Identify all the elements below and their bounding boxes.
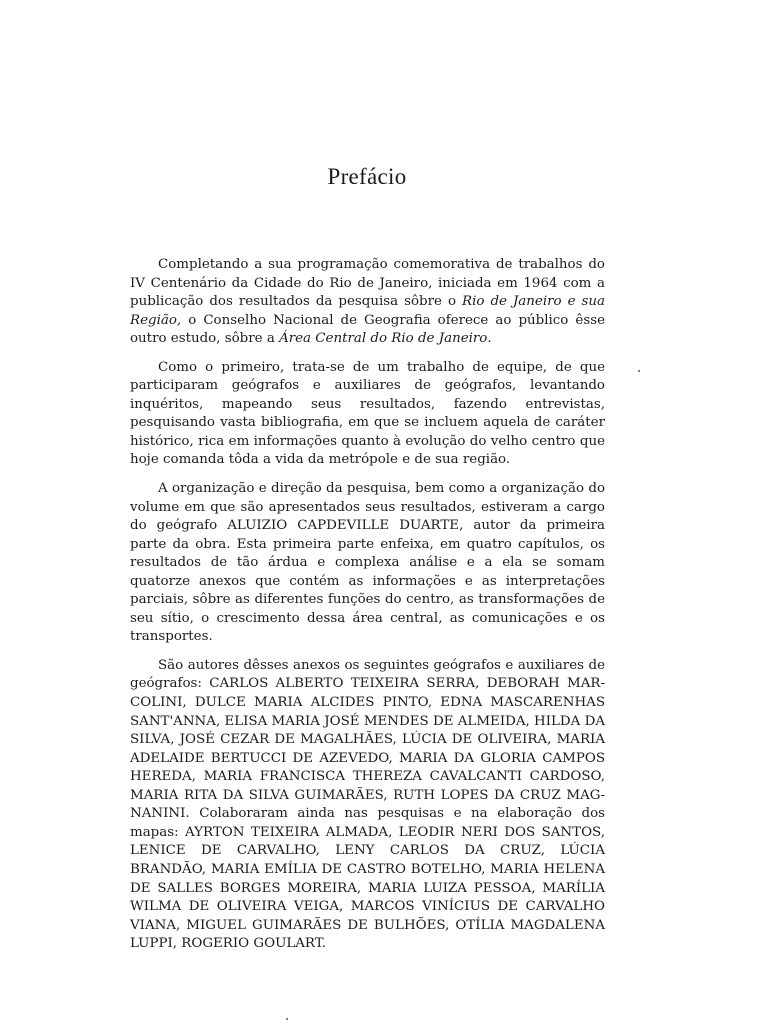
paragraph-text: o Conselho Nacional de Geografia oferece ao público êsse outro estudo, sôbre a <box>130 312 605 347</box>
paragraph-text: Completando a sua programação comemorativa de trabalhos do IV Centenário da Cidade do Rio de Janeiro, iniciada em 1964 com a publicação dos resultados da pesquisa sôbre o <box>130 257 605 310</box>
paragraph-text: . <box>487 331 492 347</box>
italic-text: Área Central do Rio de Janeiro <box>279 331 488 347</box>
italic-text: Rio de Janeiro e sua Região, <box>130 294 605 328</box>
paragraph-text: Como o primeiro, trata-se de um trabalho de equipe, de que participaram geógrafos e auxiliares de geógrafos, levantando inquéritos, mapeando seus resultados, fazendo entrevistas, pesquisando vasta bibliografia, em que se incluem aquela de caráter histórico, rica em informações quanto à evolução do velho centro que hoje comanda tôda a vida da metrópole e de sua região. <box>130 359 605 468</box>
page-title: Prefácio <box>327 164 407 189</box>
paragraph-2 <box>130 359 605 470</box>
paragraph-text: São autores dêsses anexos os seguintes geógrafos e auxiliares de geógrafos: CARLOS ALBERTO TEIXEIRA SERRA, DEBORAH MARCOLINI, DULCE MARIA ALCIDES PINTO, EDNA MASCARENHAS SANT'ANNA, ELISA MARIA JOSÉ MENDES DE ALMEIDA, HILDA DA SILVA, JOSÉ CEZAR DE MAGALHÃES, LÚCIA DE OLIVEIRA, MARIA ADELAIDE BERTUCCI DE AZEVEDO, MARIA DA GLORIA CAMPOS HEREDA, MARIA FRANCISCA THEREZA CAVALCANTI CARDOSO, MARIA RITA DA SILVA GUIMARÃES, RUTH LOPES DA CRUZ MAGNANINI. Colaboraram ainda nas pesquisas e na elaboração dos mapas: AYRTON TEIXEIRA ALMADA, LEODIR NERI DOS SANTOS, LENICE DE CARVALHO, LENY CARLOS DA CRUZ, LÚCIA BRANDÃO, MARIA EMÍLIA DE CASTRO BOTELHO, MARIA HELENA DE SALLES BORGES MOREIRA, MARIA LUIZA PESSOA, MARÍLIA WILMA DE OLIVEIRA VEIGA, MARCOS VINÍCIUS DE CARVALHO VIANA, MIGUEL GUIMARÃES DE BULHÕES, OTÍLIA MAGDALENA LUPPI, ROGERIO GOULART. <box>130 657 605 952</box>
stray-mark <box>286 1018 288 1020</box>
preface-body <box>130 256 605 964</box>
paragraph-3 <box>130 480 605 647</box>
stray-mark <box>638 370 640 372</box>
paragraph-1 <box>130 256 605 349</box>
paragraph-text: A organização e direção da pesquisa, bem como a organização do volume em que são apresentados seus resultados, estiveram a cargo do geógrafo ALUIZIO CAPDEVILLE DUARTE, autor da primeira parte da obra. Esta primeira parte enfeixa, em quatro capítulos, os resultados de tão árdua e complexa análise e a ela se somam quatorze anexos que contém as informações e as interpretações parciais, sôbre as diferentes funções do centro, as transformações de seu sítio, o crescimento dessa área central, as comunicações e os transportes. <box>130 481 605 645</box>
paragraph-4 <box>130 657 605 954</box>
